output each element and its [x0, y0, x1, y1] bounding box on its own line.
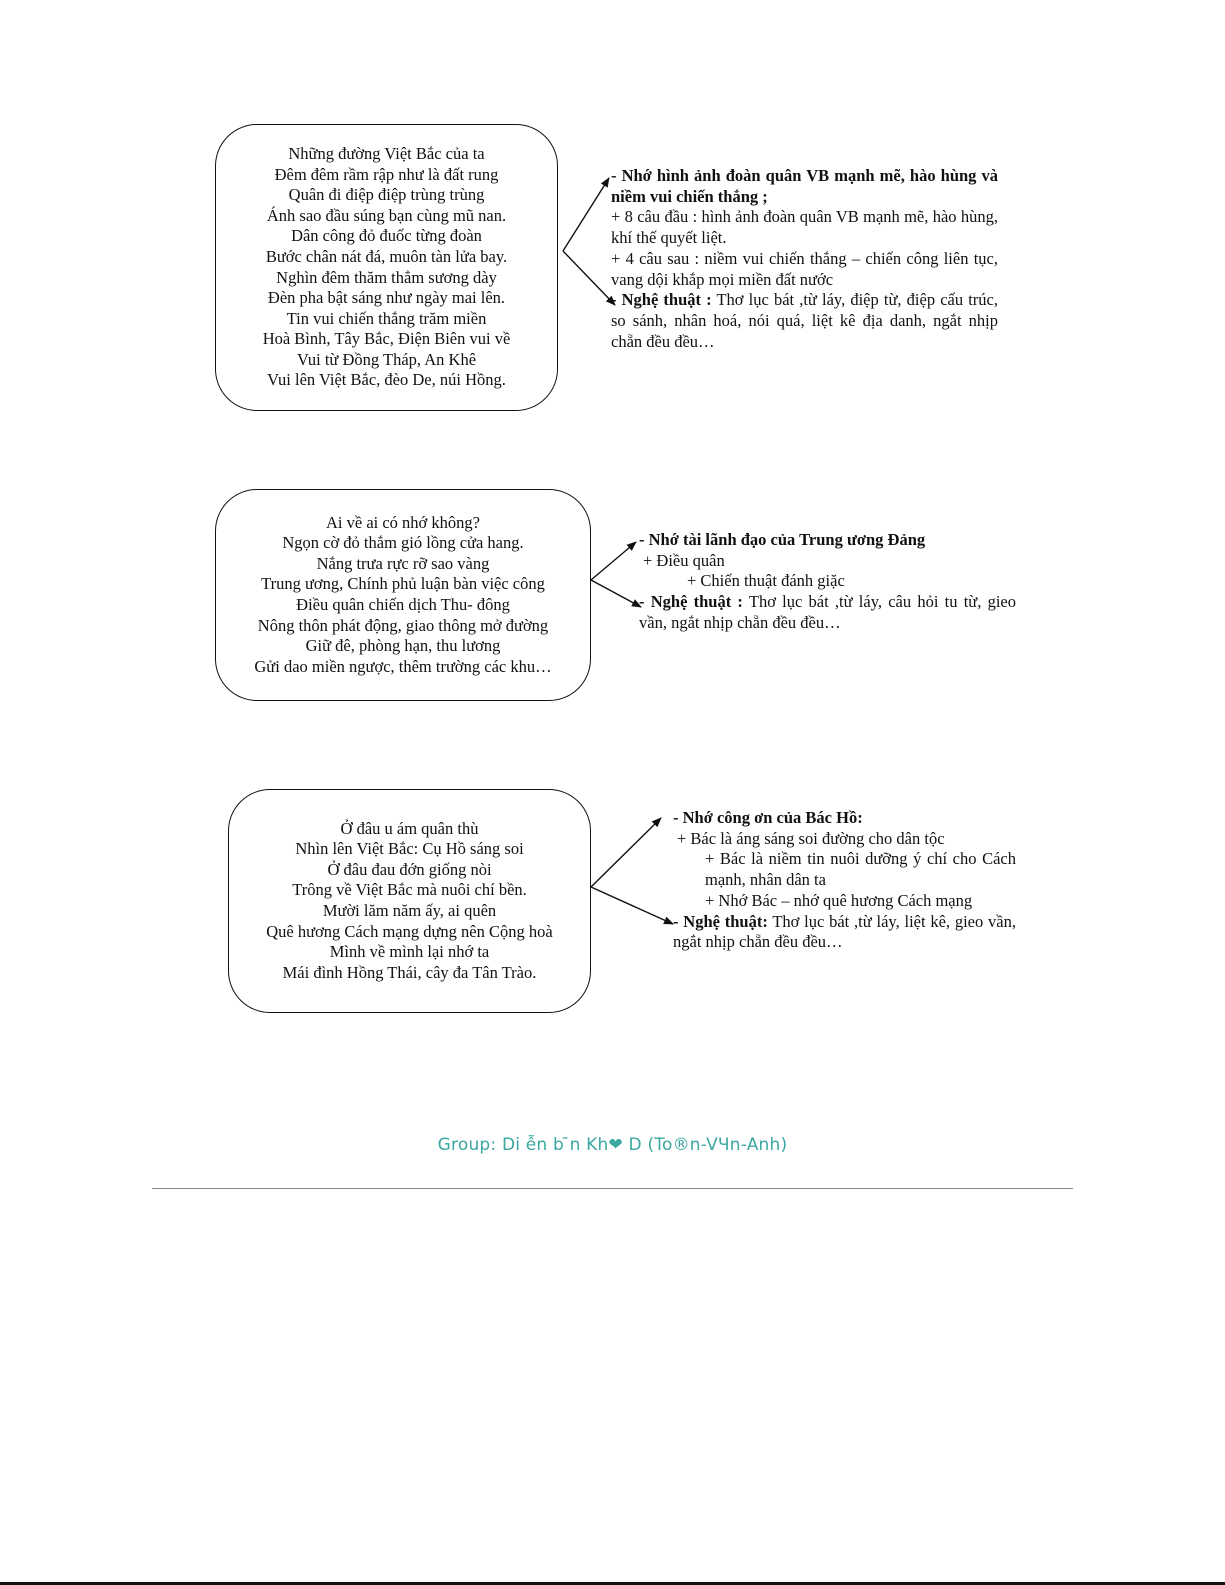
poem-line: Ở đâu đau đớn giống nòi: [327, 859, 492, 879]
poem-line: Những đường Việt Bắc của ta: [288, 143, 485, 163]
poem-line: Mái đình Hồng Thái, cây đa Tân Trào.: [282, 962, 537, 982]
arrow-2-down: [591, 580, 641, 607]
poem-line: Đèn pha bật sáng như ngày mai lên.: [267, 288, 506, 308]
poem-line: Gửi dao miền ngược, thêm trường các khu…: [254, 656, 552, 676]
poem-line: Nông thôn phát động, giao thông mở đường: [257, 615, 549, 635]
note-item: + Chiến thuật đánh giặc: [687, 571, 845, 591]
note-heading: - Nhớ công ơn của Bác Hồ:: [673, 808, 863, 827]
arrow-3-down: [591, 887, 673, 924]
note-item: + 4 câu sau : niềm vui chiến thắng – chiến công liên tục, vang dội khắp mọi miền đất nước: [611, 248, 998, 289]
poem-line: Quê hương Cách mạng dựng nên Cộng hoà: [266, 921, 553, 941]
art-text: Thơ lục bát ,từ láy, liệt kê, gieo vần, ngắt nhịp chẵn đều đều…: [673, 911, 1016, 952]
arrow-1-down: [563, 251, 615, 305]
poem-line: Đêm đêm rầm rập như là đất rung: [274, 164, 499, 184]
poem-line: Bước chân nát đá, muôn tàn lửa bay.: [265, 246, 508, 266]
poem-line: Vui từ Đồng Tháp, An Khê: [296, 349, 477, 369]
poem-line: Ở đâu u ám quân thù: [340, 818, 479, 838]
art-label: - Nghệ thuật :: [611, 290, 712, 310]
note-heading: - Nhớ hình ảnh đoàn quân VB mạnh mẽ, hào hùng và niềm vui chiến thắng ;: [611, 166, 998, 206]
arrow-2-up: [591, 542, 636, 580]
arrow-1-up: [563, 178, 609, 251]
arrow-3-up: [591, 818, 661, 887]
poem-line: Nghìn đêm thăm thẳm sương dày: [276, 267, 497, 287]
art-text: Thơ lục bát ,từ láy, điệp từ, điệp cấu trúc, so sánh, nhân hoá, nói quá, liệt kê địa danh, ngắt nhịp chẵn đều đều…: [611, 290, 999, 351]
poem-line: Ai về ai có nhớ không?: [326, 512, 480, 532]
note-item: + Bác là áng sáng soi đường cho dân tộc: [677, 828, 945, 848]
poem-line: Vui lên Việt Bắc, đèo De, núi Hồng.: [267, 370, 506, 390]
poem-line: Dân công đỏ đuốc từng đoàn: [291, 226, 482, 246]
poem-line: Trung ương, Chính phủ luận bàn việc công: [261, 574, 545, 594]
poem-line: Giữ đê, phòng hạn, thu lương: [305, 636, 501, 656]
art-label: - Nghệ thuật :: [639, 592, 743, 612]
art-text: Thơ lục bát ,từ láy, câu hỏi tu từ, gieo vần, ngắt nhịp chẵn đều đều…: [639, 592, 1017, 632]
note-item: + Bác là niềm tin nuôi dưỡng ý chí cho Cách mạnh, nhân dân ta: [705, 849, 1016, 890]
note-item: + 8 câu đầu : hình ảnh đoàn quân VB mạnh mẽ, hào hùng, khí thế quyết liệt.: [611, 207, 998, 248]
poem-line: Ngọn cờ đỏ thắm gió lồng cửa hang.: [282, 533, 524, 553]
poem-line: Nắng trưa rực rỡ sao vàng: [316, 553, 490, 573]
poem-line: Điều quân chiến dịch Thu- đông: [296, 595, 510, 614]
art-label: - Nghệ thuật:: [673, 911, 768, 931]
footer-divider: [152, 1188, 1073, 1189]
poem-line: Tin vui chiến thắng trăm miền: [286, 308, 487, 328]
poem-line: Quân đi điệp điệp trùng trùng: [288, 185, 485, 205]
poem-line: Ánh sao đầu súng bạn cùng mũ nan.: [266, 205, 507, 225]
note-item: + Nhớ Bác – nhớ quê hương Cách mạng: [705, 890, 973, 910]
poem-line: Mình về mình lại nhớ ta: [329, 942, 490, 962]
note-item: + Điều quân: [643, 550, 725, 570]
poem-line: Hoà Bình, Tây Bắc, Điện Biên vui về: [262, 329, 511, 349]
poem-line: Nhìn lên Việt Bắc: Cụ Hồ sáng soi: [295, 839, 524, 859]
poem-line: Trông về Việt Bắc mà nuôi chí bền.: [292, 880, 527, 900]
footer-group-label: Group: Di ễn b ̄n Kh❤ D (To®n-VЧn-Anh): [437, 1135, 788, 1155]
note-heading: - Nhớ tài lãnh đạo của Trung ương Đảng: [639, 530, 926, 549]
poem-line: Mười lăm năm ấy, ai quên: [322, 901, 497, 920]
